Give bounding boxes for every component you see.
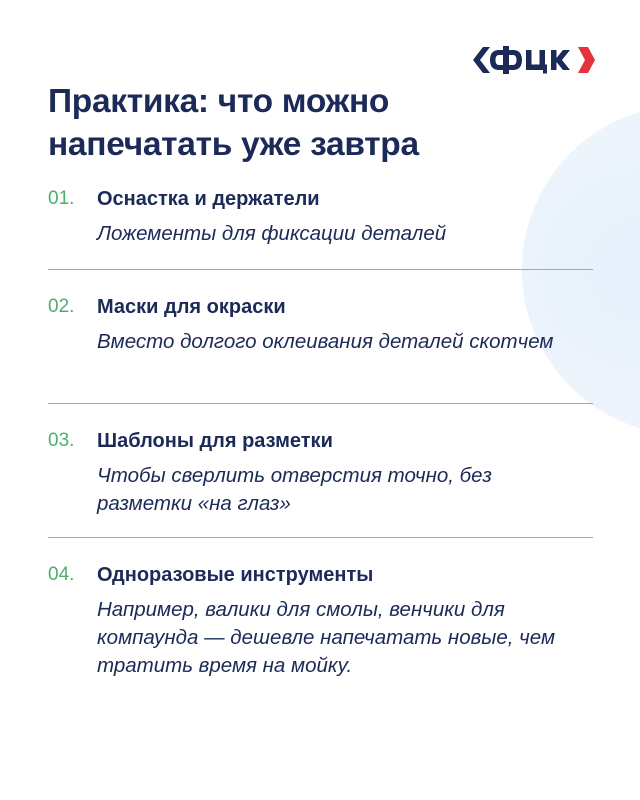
item-heading: Шаблоны для разметки xyxy=(97,430,333,452)
item-description: Чтобы сверлить отверстия точно, без разметки «на глаз» xyxy=(97,464,492,515)
fck-logo xyxy=(473,45,595,75)
item-description: Вместо долгого оклеивания деталей скотчем xyxy=(97,330,554,353)
item-number: 01. xyxy=(48,188,75,209)
item-heading: Маски для окраски xyxy=(97,296,286,318)
decorative-circle xyxy=(522,105,640,435)
item-description: Например, валики для смолы, венчики для компаунда — дешевле напечатать новые, чем тратить время на мойку. xyxy=(97,598,556,677)
divider xyxy=(48,403,593,404)
item-description: Ложементы для фиксации деталей xyxy=(97,222,447,245)
page-title: Практика: что можно напечатать уже завтра xyxy=(48,83,419,163)
item-heading: Оснастка и держатели xyxy=(97,188,320,210)
item-heading: Одноразовые инструменты xyxy=(97,564,374,586)
logo-mark-icon xyxy=(473,45,595,75)
divider xyxy=(48,269,593,270)
item-number: 03. xyxy=(48,430,75,451)
divider xyxy=(48,537,593,538)
item-number: 04. xyxy=(48,564,75,585)
item-number: 02. xyxy=(48,296,75,317)
